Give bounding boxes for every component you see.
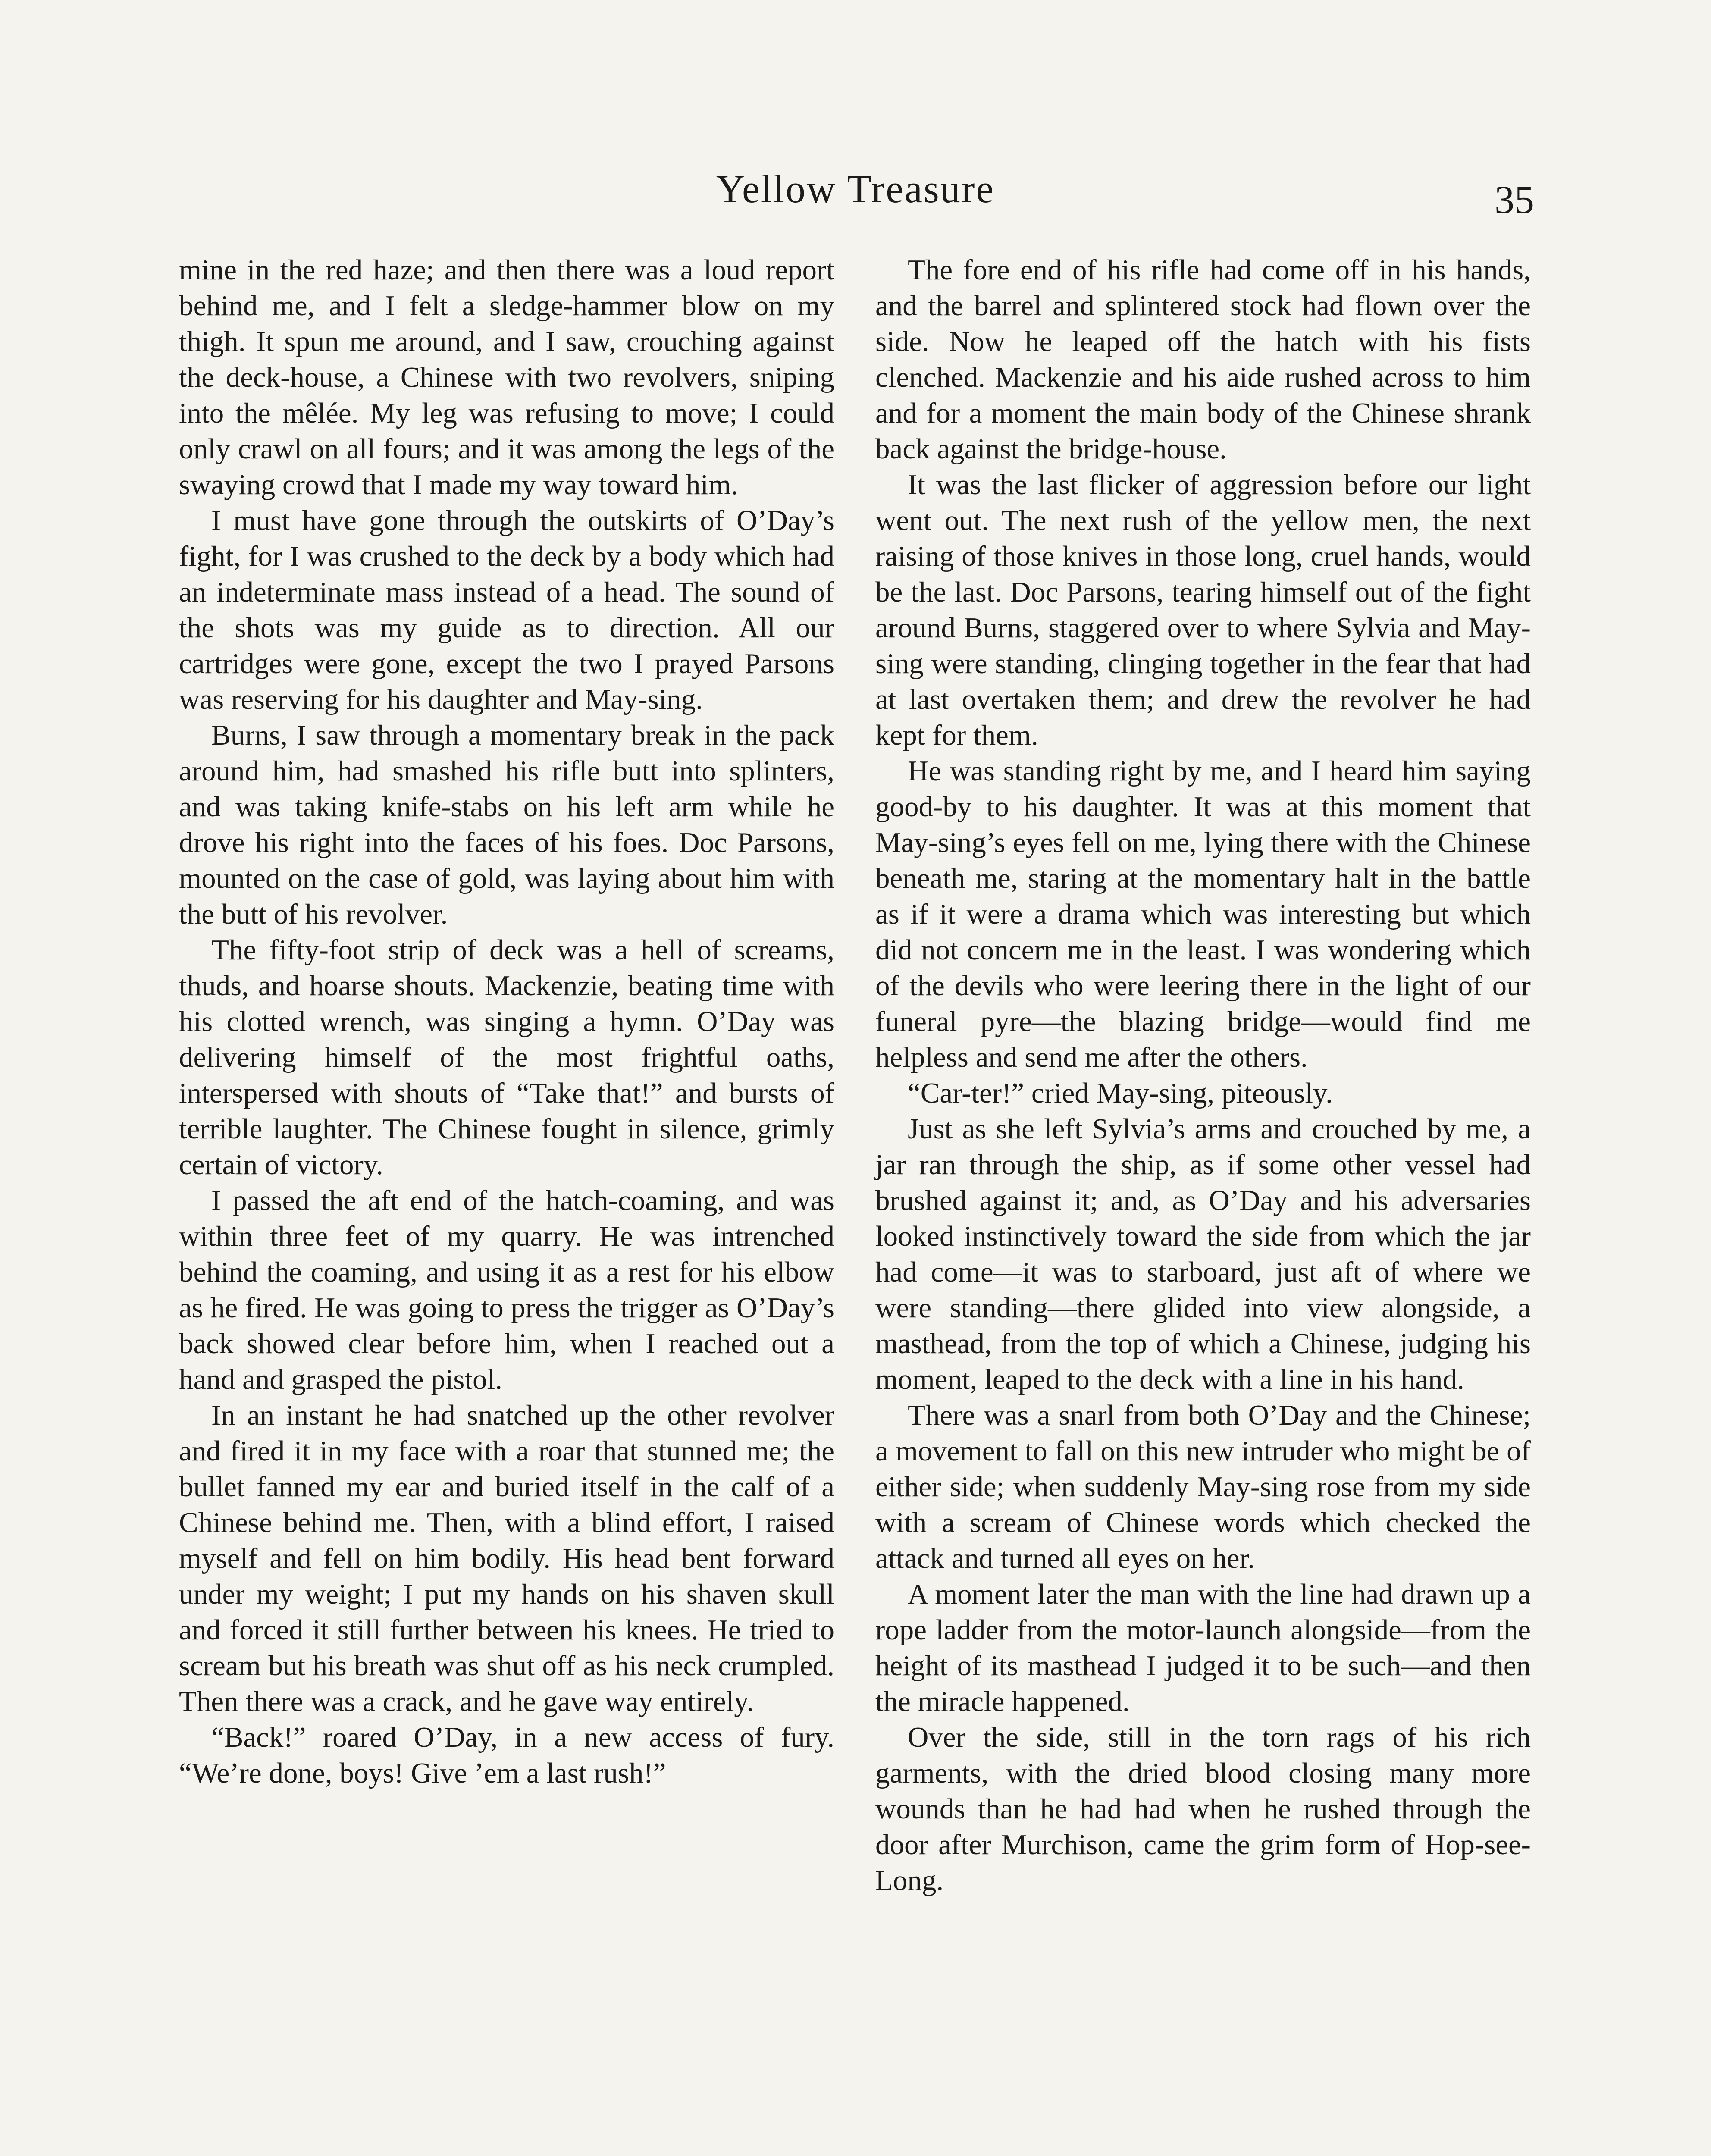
paragraph: “Back!” roared O’Day, in a new access of fury. “We’re done, boys! Give ’em a last rush!” [179,1721,834,1789]
paragraph: It was the last flicker of aggression before our light went out. The next rush of the yellow men, the next raising of those knives in those long, cruel hands, would be the last. Doc Parsons, tearing himself out of the fight around Burns, staggered over to where Sylvia and May-sing were standing, clinging together in the fear that had at last overtaken them; and drew the revolver he had kept for them. [875,469,1531,751]
left-column [179,252,834,1791]
paragraph: A moment later the man with the line had drawn up a rope ladder from the motor-launch alongside—from the height of its masthead I judged it to be such—and then the miracle happened. [875,1578,1531,1717]
paragraph: I must have gone through the outskirts of O’Day’s fight, for I was crushed to the deck by a body which had an indeterminate mass instead of a head. The sound of the shots was my guide as to direction. All our cartridges were gone, except the two I prayed Parsons was reserving for his daughter and May-sing. [179,505,834,715]
paragraph: He was standing right by me, and I heard him saying good-by to his daughter. It was at this moment that May-sing’s eyes fell on me, lying there with the Chinese beneath me, staring at the momentary halt in the battle as if it were a drama which was interesting but which did not concern me in the least. I was wondering which of the devils who were leering there in the light of our funeral pyre—the blazing bridge—would find me helpless and send me after the others. [875,755,1531,1073]
paragraph: In an instant he had snatched up the other revolver and fired it in my face with a roar that stunned me; the bullet fanned my ear and buried itself in the calf of a Chinese behind me. Then, with a blind effort, I raised myself and fell on him bodily. His head bent forward under my weight; I put my hands on his shaven skull and forced it still further between his knees. He tried to scream but his breath was shut off as his neck crumpled. Then there was a crack, and he gave way entirely. [179,1399,834,1717]
running-head-title: Yellow Treasure [716,167,995,211]
page-number: 35 [1495,178,1534,222]
paragraph: The fore end of his rifle had come off in his hands, and the barrel and splintered stock had flown over the side. Now he leaped off the hatch with his fists clenched. Mackenzie and his aide rushed across to him and for a moment the main body of the Chinese shrank back against the bridge-house. [875,254,1531,465]
paragraph: The fifty-foot strip of deck was a hell of screams, thuds, and hoarse shouts. Mackenzie, beating time with his clotted wrench, was singing a hymn. O’Day was delivering himself of the most frightful oaths, interspersed with shouts of “Take that!” and bursts of terrible laughter. The Chinese fought in silence, grimly certain of victory. [179,934,834,1181]
paragraph: There was a snarl from both O’Day and the Chinese; a movement to fall on this new intruder who might be of either side; when suddenly May-sing rose from my side with a scream of Chinese words which checked the attack and turned all eyes on her. [875,1399,1531,1574]
paragraph: Over the side, still in the torn rags of his rich garments, with the dried blood closing many more wounds than he had had when he rushed through the door after Murchison, came the grim form of Hop-see-Long. [875,1721,1531,1896]
paragraph: I passed the aft end of the hatch-coaming, and was within three feet of my quarry. He was intrenched behind the coaming, and using it as a rest for his elbow as he fired. He was going to press the trigger as O’Day’s back showed clear before him, when I reached out a hand and grasped the pistol. [179,1185,834,1395]
paragraph: “Car-ter!” cried May-sing, piteously. [908,1077,1333,1109]
paragraph: Burns, I saw through a momentary break in the pack around him, had smashed his rifle butt into splinters, and was taking knife-stabs on his left arm while he drove his right into the faces of his foes. Doc Parsons, mounted on the case of gold, was laying about him with the butt of his revolver. [179,719,834,930]
paragraph: Just as she left Sylvia’s arms and crouched by me, a jar ran through the ship, as if some other vessel had brushed against it; and, as O’Day and his adversaries looked instinctively toward the side from which the jar had come—it was to starboard, just aft of where we were standing—there glided into view alongside, a masthead, from the top of which a Chinese, judging his moment, leaped to the deck with a line in his hand. [875,1113,1531,1395]
paragraph: mine in the red haze; and then there was a loud report behind me, and I felt a sledge-hammer blow on my thigh. It spun me around, and I saw, crouching against the deck-house, a Chinese with two revolvers, sniping into the mêlée. My leg was refusing to move; I could only crawl on all fours; and it was among the legs of the swaying crowd that I made my way toward him. [179,254,834,501]
right-column [875,252,1531,1899]
